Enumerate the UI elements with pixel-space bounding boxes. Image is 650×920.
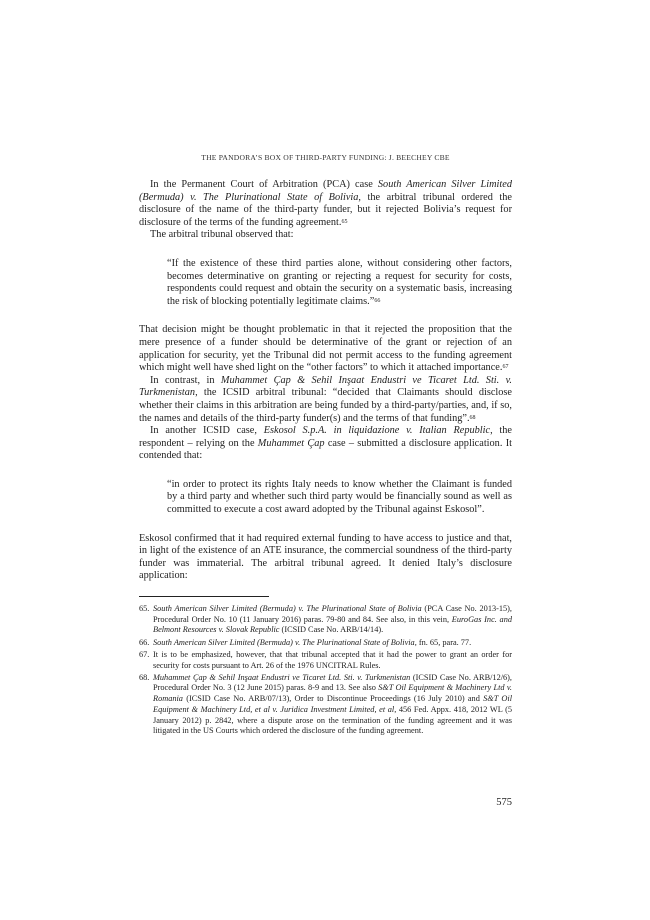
text-segment: That decision might be thought problematic in that it rejected the proposition that the mere presence of a funder should be determinative of the grant or rejection of an application for security, yet the Tribunal did not permit access to the funding agreement which might well have shed light on the “other factors” to which it attached importance.: [139, 324, 512, 374]
text-segment: (ICSID Case No. ARB/12/6), Procedural Order No. 3 (12 June 2015) paras. 8-9 and 13. See also: [153, 672, 513, 693]
block-quote-italy: “in order to protect its rights Italy needs to know whether the Claimant is funded by a third party and whether such third party would be financially sound as well as committed to execute a cost award adopted by the Tribunal against Eskosol”.: [167, 478, 512, 516]
paragraph-problematic: [139, 324, 512, 374]
paragraph-pca-case: [139, 179, 512, 229]
footnote-text: [153, 673, 512, 737]
case-name: Muhammet Çap & Sehil Inşaat Endustri ve Ticaret Ltd. Sti. v. Turkmenistan: [139, 374, 512, 399]
footnote-text: [153, 638, 512, 649]
text-segment: , the arbitral tribunal ordered the disclosure of the name of the third-party funder, but it rejected Bolivia’s request for disclosure of the terms of the funding agreement.: [139, 191, 512, 228]
text-segment: , fn. 65, para. 77.: [414, 637, 472, 647]
text-segment: (ICSID Case No. ARB/14/14).: [279, 625, 384, 635]
case-name: Eskosol S.p.A. in liquidazione v. Italian Republic: [263, 425, 491, 437]
quote-text: “If the existence of these third parties alone, without considering other factors, becomes determinative on granting or rejecting a request for security for costs, respondents could request and obtain the security on a systematic basis, increasing the risk of blocking potentially legitimate claims.”: [167, 257, 512, 307]
footnote-divider: [139, 596, 269, 597]
case-name: South American Silver Limited (Bermuda) v. The Plurinational State of Bolivia: [153, 637, 415, 647]
case-name: S&T Oil Equipment & Machinery Ltd, et al v. Juridica Investment Limited, et al: [153, 694, 512, 714]
footnote-number: 68.: [139, 672, 150, 682]
running-header: THE PANDORA’S BOX OF THIRD-PARTY FUNDING: J. BEECHEY CBE: [201, 153, 450, 162]
case-name: S&T Oil Equipment & Machinery Ltd v. Romania: [153, 683, 512, 704]
footnote-ref[interactable]: 66: [374, 297, 381, 304]
text-segment: In the Permanent Court of Arbitration (PCA) case: [150, 179, 378, 190]
page-number: 575: [496, 797, 512, 808]
text-segment: , 456 Fed. Appx. 418, 2012 WL (5 January 2012) p. 2842, where a dispute arose on the termination of the funding agreement and it was litigated in the US Courts which ordered the disclosure of the funding agreement.: [153, 704, 513, 736]
case-name: South American Silver Limited (Bermuda) v. The Plurinational State of Bolivia: [139, 179, 512, 203]
text-segment: In another ICSID case,: [150, 425, 264, 437]
footnote-ref[interactable]: 68: [469, 414, 476, 421]
footnote-68: [139, 673, 512, 737]
case-name: Muhammet Çap & Sehil Inşaat Endustri ve Ticaret Ltd. Sti. v. Turkmenistan: [153, 672, 411, 682]
text-segment: case – submitted a disclosure application. It contended that:: [139, 437, 512, 462]
footnote-ref[interactable]: 65: [341, 218, 348, 225]
footnote-65: [139, 604, 512, 636]
footnotes: [139, 604, 512, 738]
paragraph-eskosol: [139, 425, 512, 463]
text-segment: , the respondent – relying on the: [139, 425, 512, 449]
footnote-ref[interactable]: 67: [502, 364, 509, 371]
main-text: [139, 179, 512, 583]
footnote-67: [139, 650, 512, 671]
paragraph-observed: The arbitral tribunal observed that:: [150, 229, 294, 241]
text-segment: , the ICSID arbitral tribunal: “decided that Claimants should disclose whether their claims in this arbitration are being funded by a third-party/parties, and, if so, the names and details of the third-party funder(s) and the terms of that funding”.: [139, 387, 512, 424]
footnote-number: 65.: [139, 604, 150, 613]
footnote-66: [139, 638, 512, 649]
paragraph-icsid-contrast: [139, 375, 512, 425]
text-segment: In contrast, in: [150, 374, 221, 386]
text-segment: (PCA Case No. 2013-15), Procedural Order No. 10 (11 January 2016) paras. 79-80 and 84. See also, in this vein,: [153, 604, 513, 624]
block-quote-tribunal: [167, 258, 512, 308]
footnote-text: It is to be emphasized, however, that that tribunal accepted that it had the power to grant an order for security for costs pursuant to Art. 26 of the 1976 UNCITRAL Rules.: [153, 649, 512, 670]
case-name: South American Silver Limited (Bermuda) v. The Plurinational State of Bolivia: [153, 604, 422, 613]
footnote-text: [153, 604, 512, 636]
text-segment: (ICSID Case No. ARB/07/13), Order to Discontinue Proceedings (16 July 2010) and: [182, 694, 484, 704]
case-name: Muhammet Çap: [257, 437, 325, 449]
case-name: EuroGas Inc. and Belmont Resources v. Slovak Republic: [153, 614, 512, 635]
footnote-number: 66.: [139, 637, 150, 647]
paragraph-eskosol-confirmed: Eskosol confirmed that it had required external funding to have access to justice and that, in light of the existence of an ATE insurance, the commercial soundness of the third-party funder was immaterial. The arbitral tribunal agreed. It denied Italy’s disclosure application:: [139, 532, 512, 582]
footnote-number: 67.: [139, 649, 150, 659]
